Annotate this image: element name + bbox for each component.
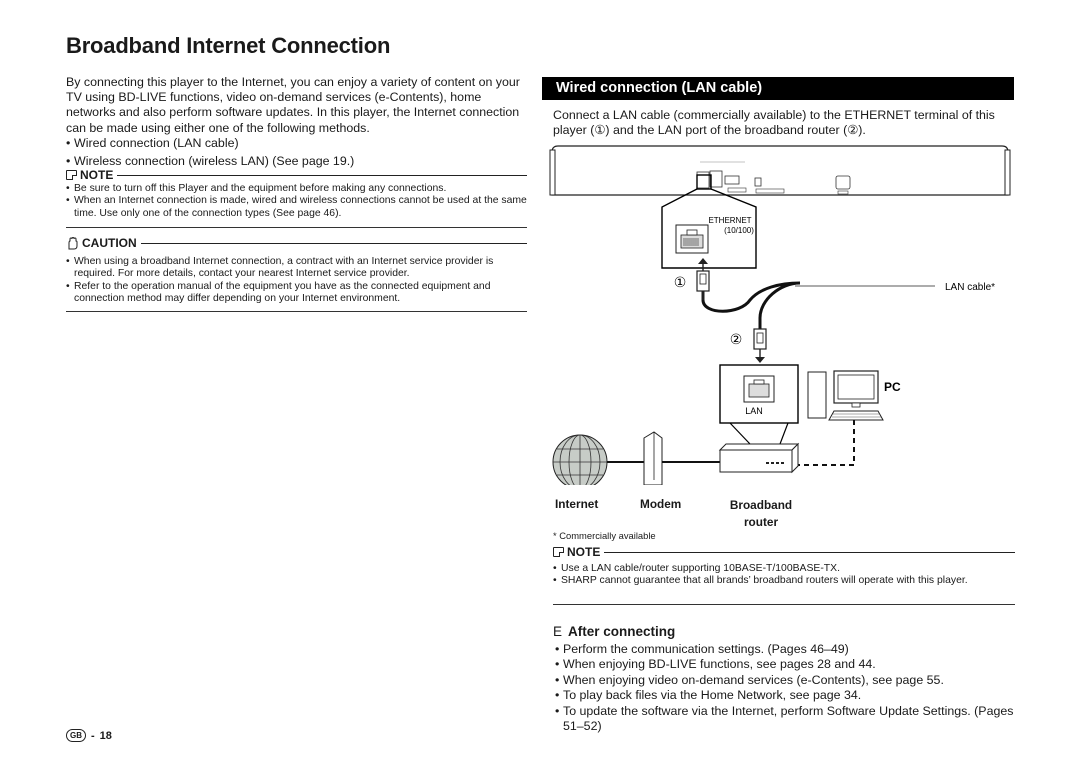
- caution-header: [66, 236, 527, 250]
- note-list-left: [66, 183, 527, 220]
- after-item: • When enjoying video on-demand services (e-Contents), see page 55.: [555, 673, 1015, 688]
- note-icon: [553, 547, 564, 557]
- router-label-line2: router: [743, 515, 779, 529]
- lan-connector-2: [754, 329, 766, 363]
- lan-connector-1: [697, 258, 709, 300]
- after-list: [555, 642, 1015, 734]
- method-item: • Wired connection (LAN cable): [66, 136, 521, 151]
- lan-label: LAN: [745, 406, 763, 416]
- after-item: • To play back files via the Home Network, see page 34.: [555, 688, 1015, 703]
- wired-banner: Wired connection (LAN cable): [542, 77, 1014, 100]
- internet-globe-icon: [553, 435, 607, 485]
- page-title: Broadband Internet Connection: [66, 33, 391, 58]
- modem-label: Modem: [640, 497, 682, 511]
- router-label: [716, 497, 806, 531]
- ethernet-port: [676, 225, 708, 253]
- marker-2: ②: [729, 332, 743, 348]
- note-label: NOTE: [80, 168, 114, 182]
- caution-hand-icon: [66, 237, 79, 250]
- after-heading-text: After connecting: [568, 624, 676, 639]
- note-header-left: [66, 168, 527, 182]
- note-item: • Be sure to turn off this Player and the equipment before making any connections.: [66, 183, 527, 195]
- after-item: • Perform the communication settings. (Pages 46–49): [555, 642, 1015, 657]
- router-icon: [720, 444, 798, 472]
- note-item: • When an Internet connection is made, wired and wireless connections cannot be used at the same time. Use only one of the connection types (See page 46).: [66, 195, 527, 220]
- ethernet-speed: (10/100): [724, 226, 754, 235]
- after-item: • To update the software via the Internet, perform Software Update Settings. (Pages 51–52): [555, 704, 1015, 735]
- caution-item: • When using a broadband Internet connection, a contract with an Internet service provider is required. For more details, contact your nearest Internet service provider.: [66, 256, 527, 281]
- caution-item: • Refer to the operation manual of the equipment you have as the connected equipment and connection method may differ depending on your Internet environment.: [66, 281, 527, 306]
- marker-1: ①: [673, 275, 687, 291]
- note-icon: [66, 170, 77, 180]
- after-item: • When enjoying BD-LIVE functions, see pages 28 and 44.: [555, 657, 1015, 672]
- lan-port: [744, 376, 774, 402]
- intro-paragraph: By connecting this player to the Internet, you can enjoy a variety of content on your TV using BD-LIVE functions, video on-demand services (e-Contents), home networks and also perform software updates. In this player, the Internet connection can be made using either one of the following methods.: [66, 75, 520, 135]
- method-item: • Wireless connection (wireless LAN) (See page 19.): [66, 154, 521, 169]
- ethernet-label: ETHERNET: [708, 216, 752, 225]
- after-marker: E: [553, 624, 563, 639]
- note-item: • SHARP cannot guarantee that all brands’ broadband routers will operate with this player.: [553, 575, 1015, 587]
- wired-paragraph: Connect a LAN cable (commercially available) to the ETHERNET terminal of this player (①) and the LAN port of the broadband router (②).: [553, 108, 995, 138]
- connection-diagram: [540, 140, 1020, 485]
- intro-section: [66, 75, 521, 169]
- methods-list: [66, 136, 521, 169]
- player-rear-panel: [550, 146, 1010, 195]
- page-number: 18: [99, 729, 112, 742]
- pc-icon: [808, 371, 883, 420]
- after-heading: [553, 624, 675, 639]
- footnote: * Commercially available: [553, 530, 656, 541]
- caution-label: CAUTION: [82, 236, 137, 250]
- caution-list: [66, 256, 527, 306]
- pc-label: PC: [884, 380, 901, 394]
- divider: [553, 604, 1015, 605]
- note-header-right: [553, 545, 1015, 559]
- note-label: NOTE: [567, 545, 601, 559]
- footer-dash: -: [91, 729, 95, 742]
- router-label-line1: Broadband: [729, 498, 793, 512]
- note-item: • Use a LAN cable/router supporting 10BASE-T/100BASE-TX.: [553, 563, 1015, 575]
- divider: [66, 227, 527, 228]
- divider: [604, 552, 1015, 553]
- lan-cable-label: LAN cable*: [945, 282, 996, 293]
- modem-icon: [644, 432, 662, 485]
- divider: [117, 175, 527, 176]
- page-footer: [66, 729, 112, 742]
- internet-label: Internet: [555, 497, 599, 511]
- region-badge: GB: [66, 729, 86, 742]
- note-list-right: [553, 563, 1015, 588]
- divider: [141, 243, 527, 244]
- divider: [66, 311, 527, 312]
